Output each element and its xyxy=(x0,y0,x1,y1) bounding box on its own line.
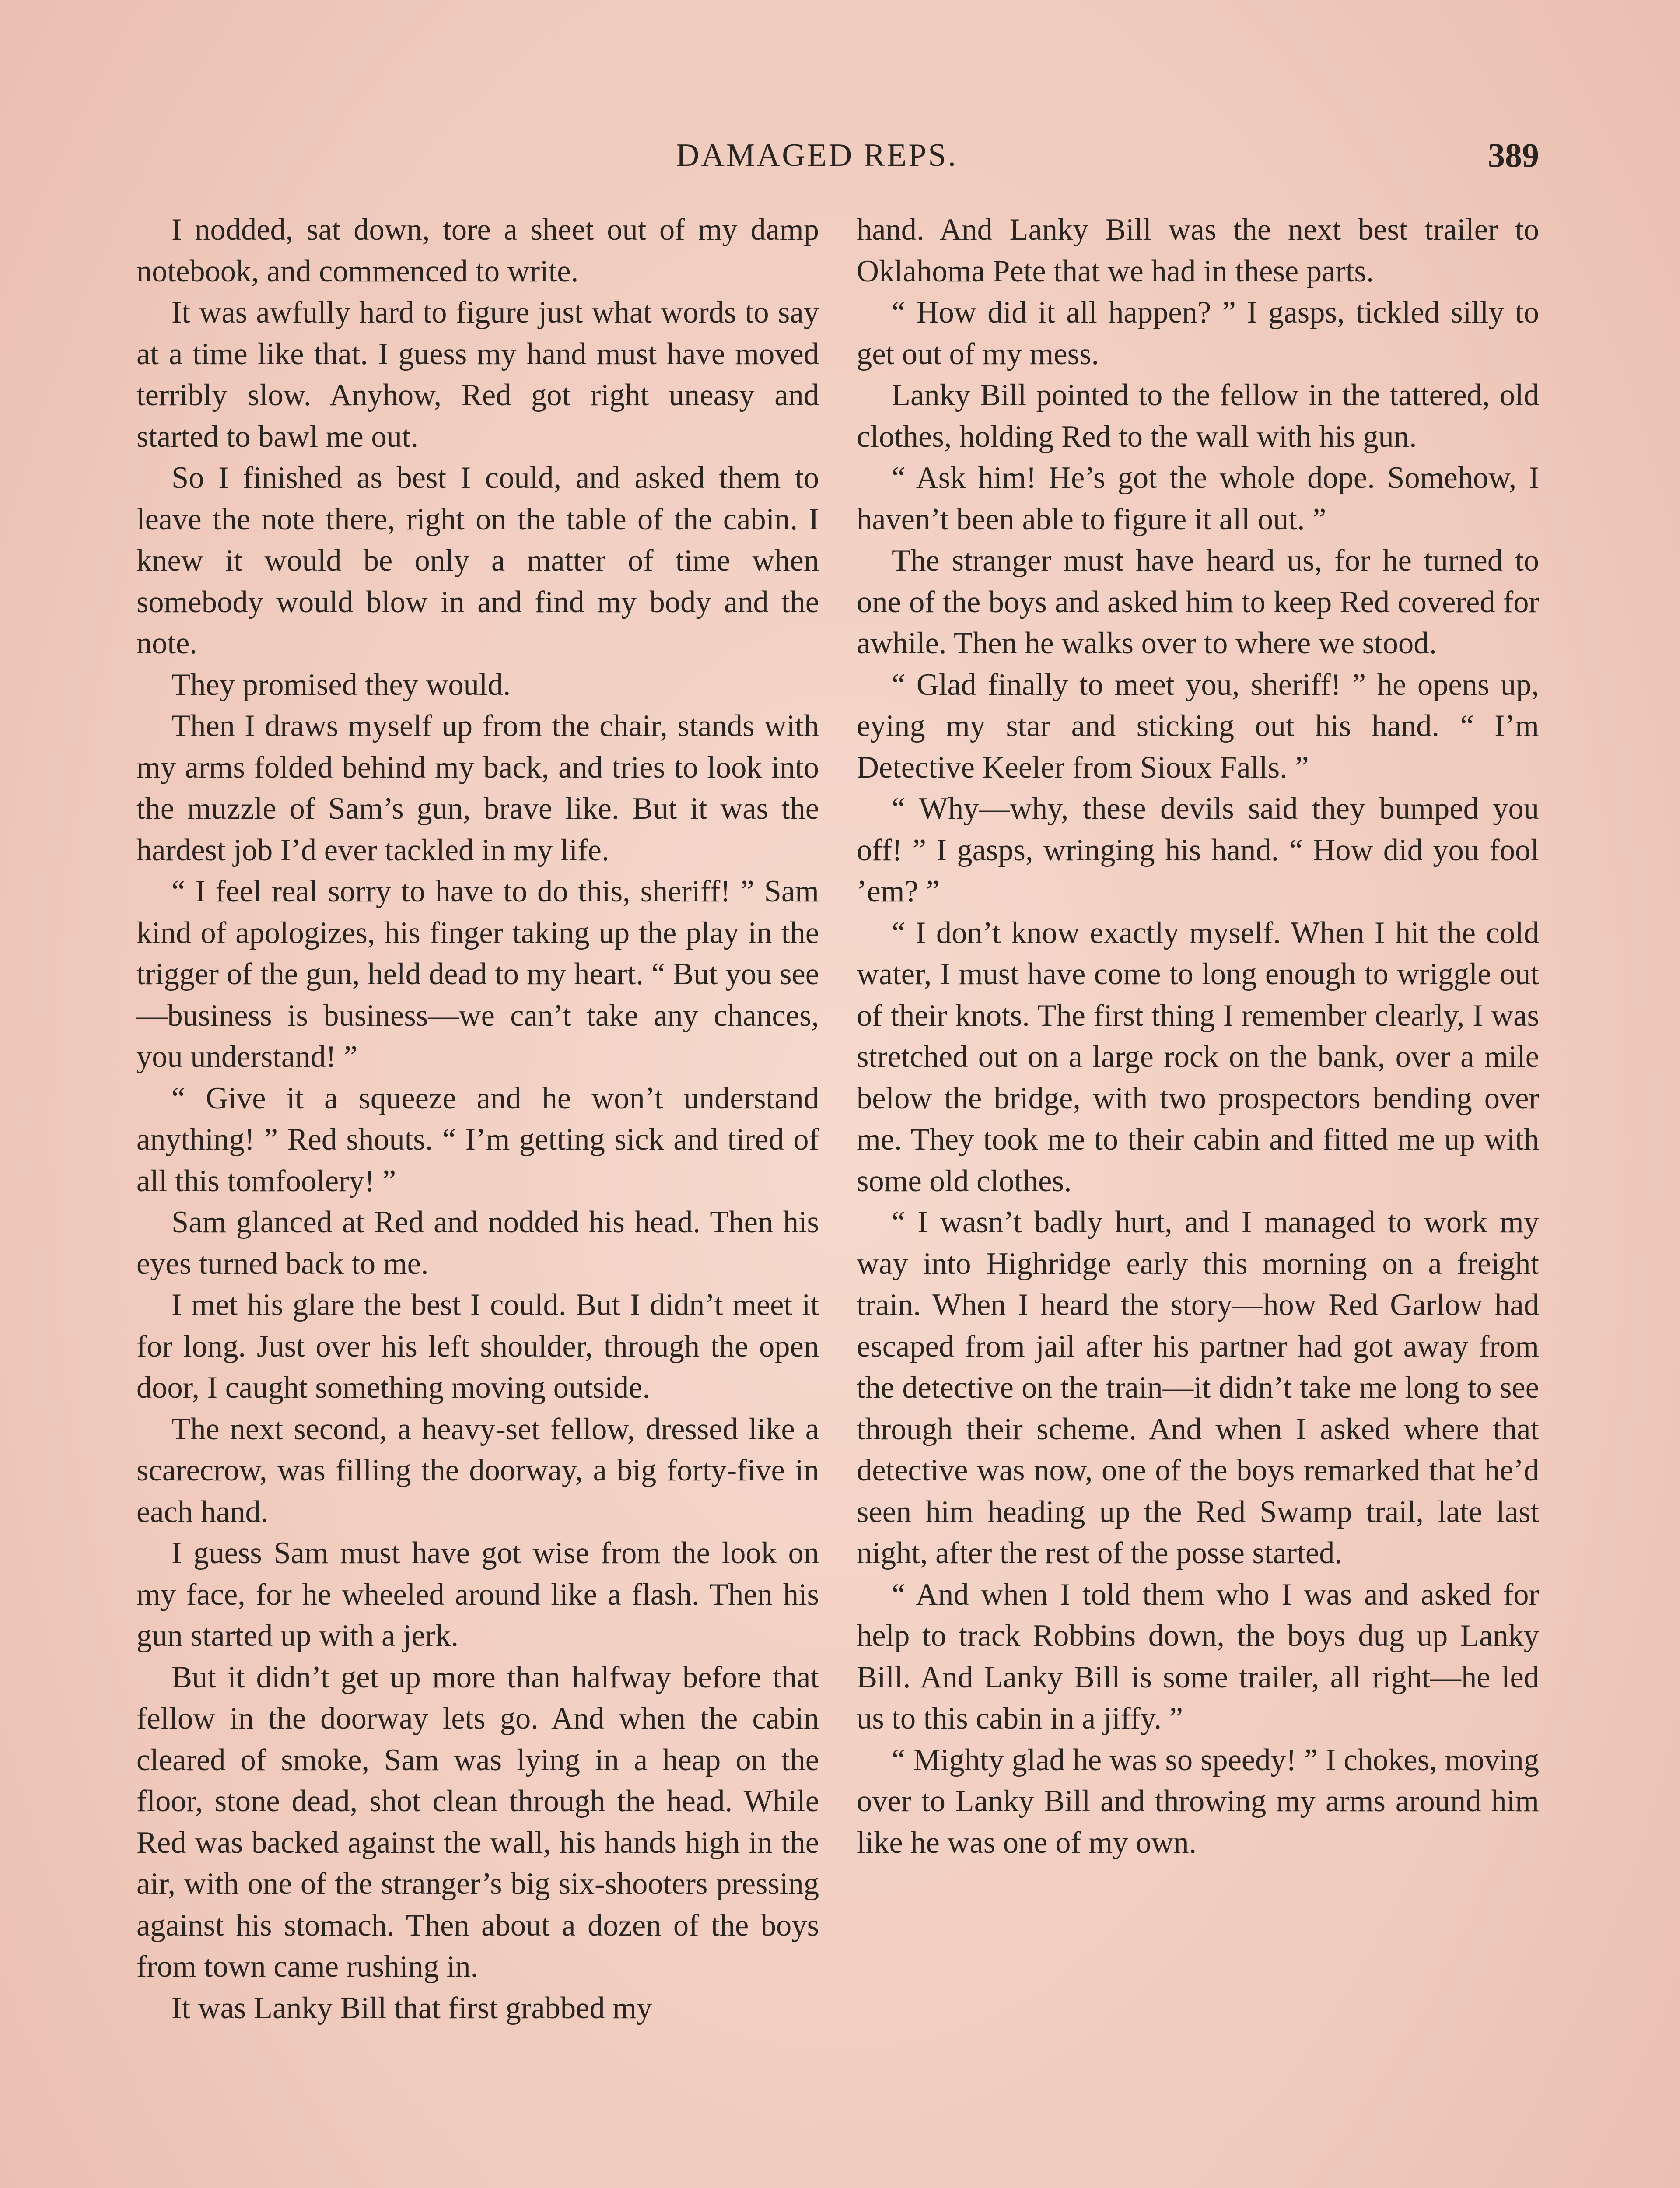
paragraph: “ Glad finally to meet you, sheriff! ” he opens up, eying my star and sticking out his hand. “ I’m Detective Keeler from Sioux Falls. ” xyxy=(857,667,1539,785)
paragraph: “ Give it a squeeze and he won’t understand anything! ” Red shouts. “ I’m getting sick and tired of all this tomfoolery! ” xyxy=(136,1081,819,1198)
paragraph: The next second, a heavy-set fellow, dressed like a scarecrow, was filling the doorway, a big forty-five in each hand. xyxy=(136,1412,819,1529)
paragraph: Then I draws myself up from the chair, stands with my arms folded behind my back, and tries to look into the muzzle of Sam’s gun, brave like. But it was the hardest job I’d ever tackled in my life. xyxy=(136,709,819,867)
paragraph: They promised they would. xyxy=(172,667,511,702)
paragraph: Lanky Bill pointed to the fellow in the tattered, old clothes, holding Red to the wall with his gun. xyxy=(857,378,1539,454)
paragraph: “ How did it all happen? ” I gasps, tickled silly to get out of my mess. xyxy=(857,295,1539,371)
paragraph: The stranger must have heard us, for he turned to one of the boys and asked him to keep Red covered for awhile. Then he walks over to where we stood. xyxy=(857,543,1539,660)
paragraph: I met his glare the best I could. But I didn’t meet it for long. Just over his left shoulder, through the open door, I caught something moving outside. xyxy=(136,1288,819,1405)
paragraph: It was awfully hard to figure just what words to say at a time like that. I guess my hand must have moved terribly slow. Anyhow, Red got right uneasy and started to bawl me out. xyxy=(136,295,819,454)
paragraph: Sam glanced at Red and nodded his head. Then his eyes turned back to me. xyxy=(136,1205,819,1281)
paragraph: It was Lanky Bill that first grabbed my xyxy=(172,1991,652,2025)
paragraph: So I finished as best I could, and asked them to leave the note there, right on the table of the cabin. I knew it would be only a matter of time when somebody would blow in and find my body and the note. xyxy=(136,461,819,660)
paragraph: I guess Sam must have got wise from the look on my face, for he wheeled around like a flash. Then his gun started up with a jerk. xyxy=(136,1536,819,1653)
running-title: DAMAGED REPS. xyxy=(676,137,958,173)
left-column xyxy=(136,209,819,2029)
paragraph: “ I wasn’t badly hurt, and I managed to work my way into Highridge early this morning on a freight train. When I heard the story—how Red Garlow had escaped from jail after his partner had got away from the detective on the train—it didn’t take me long to see through their scheme. And when I asked where that detective was now, one of the boys remarked that he’d seen him heading up the Red Swamp trail, late last night, after the rest of the posse started. xyxy=(857,1205,1539,1570)
paragraph: “ I don’t know exactly myself. When I hit the cold water, I must have come to long enough to wriggle out of their knots. The first thing I remember clearly, I was stretched out on a large rock on the bank, over a mile below the bridge, with two prospectors bending over me. They took me to their cabin and fitted me up with some old clothes. xyxy=(857,915,1539,1198)
running-header xyxy=(0,131,1680,179)
paragraph: “ I feel real sorry to have to do this, sheriff! ” Sam kind of apologizes, his finger taking up the play in the trigger of the gun, held dead to my heart. “ But you see—business is business—we can’t take any chances, you understand! ” xyxy=(136,874,819,1074)
right-column xyxy=(857,209,1539,1863)
paragraph: I nodded, sat down, tore a sheet out of my damp notebook, and commenced to write. xyxy=(136,213,819,288)
paragraph: But it didn’t get up more than halfway before that fellow in the doorway lets go. And when the cabin cleared of smoke, Sam was lying in a heap on the floor, stone dead, shot clean through the head. While Red was backed against the wall, his hands high in the air, with one of the stranger’s big six-shooters pressing against his stomach. Then about a dozen of the boys from town came rushing in. xyxy=(136,1660,819,1984)
paragraph: “ Why—why, these devils said they bumped you off! ” I gasps, wringing his hand. “ How did you fool ’em? ” xyxy=(857,792,1539,908)
page-number: 389 xyxy=(1488,136,1539,174)
paragraph: “ Mighty glad he was so speedy! ” I chokes, moving over to Lanky Bill and throwing my arms around him like he was one of my own. xyxy=(857,1743,1539,1860)
paragraph-continued: hand. And Lanky Bill was the next best trailer to Oklahoma Pete that we had in these parts. xyxy=(857,213,1539,288)
paragraph: “ And when I told them who I was and asked for help to track Robbins down, the boys dug up Lanky Bill. And Lanky Bill is some trailer, all right—he led us to this cabin in a jiffy. ” xyxy=(857,1577,1539,1736)
paragraph: “ Ask him! He’s got the whole dope. Somehow, I haven’t been able to figure it all out. ” xyxy=(857,461,1539,536)
